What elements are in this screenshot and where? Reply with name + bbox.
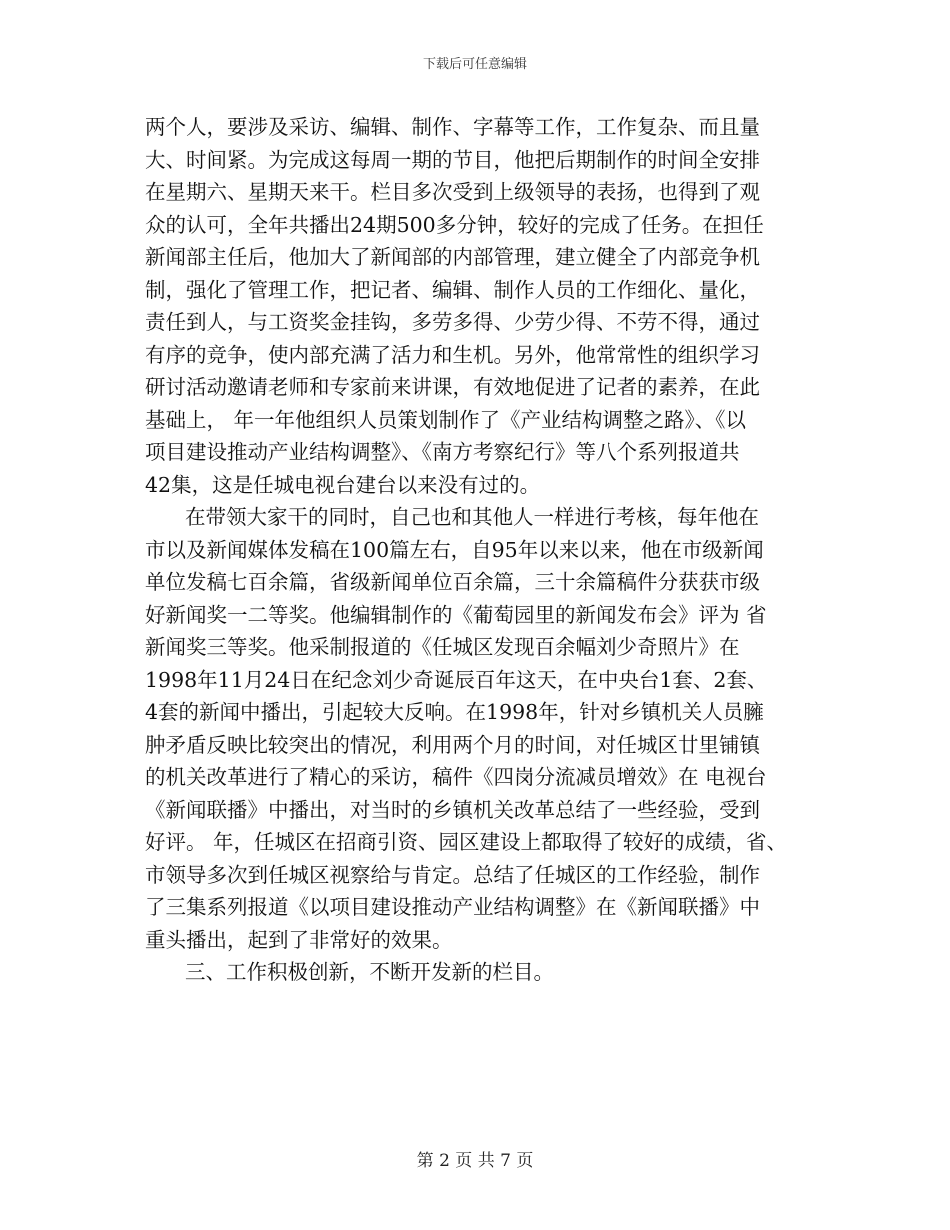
- text-line: 有序的竞争，使内部充满了活力和生机。另外，他常常性的组织学习: [145, 342, 760, 367]
- text-line: 在星期六、星期天来干。栏目多次受到上级领导的表扬，也得到了观: [145, 180, 760, 204]
- text-line: 《新闻联播》中播出，对当时的乡镇机关改革总结了一些经验，受到: [145, 797, 760, 822]
- text-line: 项目建设推动产业结构调整》、《南方考察纪行》等八个系列报道共: [145, 440, 740, 464]
- text-line: 1998年11月24日在纪念刘少奇诞辰百年这天，在中央台1套、2套、: [145, 667, 768, 692]
- text-line: 肿矛盾反映比较突出的情况，利用两个月的时间，对任城区廿里铺镇: [145, 732, 760, 757]
- text-line: 研讨活动邀请老师和专家前来讲课，有效地促进了记者的素养，在此: [145, 375, 760, 399]
- page-header: 下载后可任意编辑: [422, 57, 527, 72]
- text-line: 市领导多次到任城区视察给与肯定。总结了任城区的工作经验，制作: [145, 862, 760, 887]
- section-heading-line: 三、工作积极创新，不断开发新的栏目。: [185, 960, 554, 984]
- document-body: [145, 111, 835, 989]
- text-line: 市以及新闻媒体发稿在100篇左右，自95年以来以来，他在市级新闻: [145, 537, 764, 562]
- text-line: 好新闻奖一二等奖。他编辑制作的《葡萄园里的新闻发布会》评为 省: [145, 602, 767, 627]
- paragraph-start-line: 在带领大家干的同时，自己也和其他人一样进行考核，每年他在: [185, 505, 759, 529]
- text-line: 了三集系列报道《以项目建设推动产业结构调整》在《新闻联播》中: [145, 895, 760, 919]
- text-line: 众的认可，全年共播出24期500多分钟，较好的完成了任务。在担任: [145, 212, 764, 237]
- text-line: 责任到人，与工资奖金挂钩，多劳多得、少劳少得、不劳不得，通过: [145, 310, 760, 334]
- text-line: 基础上， 年一年他组织人员策划制作了《产业结构调整之路》、《以: [145, 407, 747, 432]
- text-line: 4套的新闻中播出，引起较大反响。在1998年，针对乡镇机关人员臃: [145, 700, 764, 724]
- text-line: 好评。 年，任城区在招商引资、园区建设上都取得了较好的成绩，省、: [145, 830, 788, 854]
- text-line: 单位发稿七百余篇，省级新闻单位百余篇，三十余篇稿件分获获市级: [145, 570, 760, 594]
- page-footer: 第 2 页 共 7 页: [416, 1151, 534, 1171]
- text-line: 大、时间紧。为完成这每周一期的节目，他把后期制作的时间全安排: [145, 147, 760, 172]
- text-line: 新闻部主任后，他加大了新闻部的内部管理，建立健全了内部竞争机: [145, 245, 760, 269]
- text-line: 制，强化了管理工作，把记者、编辑、制作人员的工作细化、量化，: [145, 277, 760, 302]
- text-line: 42集，这是任城电视台建台以来没有过的。: [145, 472, 541, 497]
- text-line: 新闻奖三等奖。他采制报道的《任城区发现百余幅刘少奇照片》在: [145, 635, 740, 659]
- text-line: 的机关改革进行了精心的采访，稿件《四岗分流减员增效》在 电视台: [145, 765, 767, 789]
- text-line: 两个人，要涉及采访、编辑、制作、字幕等工作，工作复杂、而且量: [145, 115, 760, 139]
- text-line: 重头播出，起到了非常好的效果。: [145, 927, 453, 952]
